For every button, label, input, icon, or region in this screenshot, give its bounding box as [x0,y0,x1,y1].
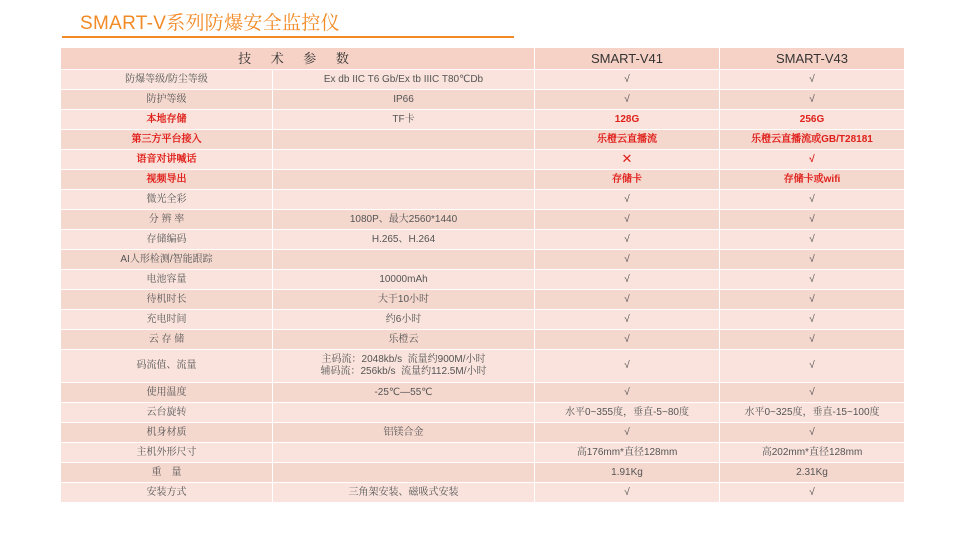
table-row [61,250,905,270]
row-name-cell [61,350,273,383]
row-v41-cell [535,130,720,150]
row-name-text: 使用温度 [146,386,187,398]
row-v43-text: √ [809,333,815,345]
row-name-text: 云台旋转 [146,406,187,418]
row-param-cell [273,463,535,483]
table-row [61,310,905,330]
row-v41-cell [535,403,720,423]
row-v41-cell [535,70,720,90]
row-name-cell [61,310,273,330]
header-spec: 技 术 参 数 [61,48,535,70]
row-v43-text: √ [809,360,815,371]
row-param-cell [273,90,535,110]
row-v41-text: √ [624,333,630,345]
row-name-cell [61,383,273,403]
row-name-cell [61,230,273,250]
row-v41-text: √ [624,193,630,205]
row-v43-text: √ [809,386,815,398]
table-row [61,483,905,503]
row-v43-text: 乐橙云直播流或GB/T28181 [751,133,873,145]
row-v43-cell [720,70,905,90]
row-v43-text: √ [809,313,815,325]
row-param-cell [273,110,535,130]
row-v43-cell [720,330,905,350]
row-v41-cell [535,290,720,310]
row-v43-text: 高202mm*直径128mm [761,446,863,458]
table-row [61,463,905,483]
row-param-cell [273,443,535,463]
row-param-cell [273,250,535,270]
row-v41-cell [535,310,720,330]
row-v41-cell [535,350,720,383]
row-name-text: 云 存 储 [148,333,185,345]
row-param-text: 铝镁合金 [383,426,424,438]
row-param-cell [273,330,535,350]
row-v41-text: √ [624,426,630,438]
row-v41-text: √ [624,73,630,85]
row-name-cell [61,403,273,423]
row-param-cell [273,210,535,230]
row-param-cell [273,290,535,310]
row-v43-cell [720,423,905,443]
row-v43-text: 2.31Kg [796,466,828,478]
row-param-cell [273,350,535,383]
row-v41-cell [535,110,720,130]
row-name-text: 主机外形尺寸 [136,446,197,458]
row-name-cell [61,423,273,443]
row-v41-cell [535,170,720,190]
row-v41-text: ✕ [621,150,633,166]
row-param-cell [273,130,535,150]
row-v43-cell [720,90,905,110]
table-row [61,190,905,210]
row-name-cell [61,270,273,290]
row-name-cell [61,210,273,230]
row-name-cell [61,443,273,463]
row-name-cell [61,250,273,270]
row-v41-cell [535,150,720,170]
row-param-cell [273,170,535,190]
row-v41-text: 水平0~355度，垂直-5~80度 [565,406,689,418]
row-name-text: 微光全彩 [146,193,187,205]
row-name-cell [61,463,273,483]
row-param-cell [273,310,535,330]
row-param-cell [273,230,535,250]
row-v43-text: √ [809,233,815,245]
spec-table [60,47,905,503]
row-v43-cell [720,403,905,423]
table-row [61,383,905,403]
table-row [61,330,905,350]
row-param-text: Ex db IIC T6 Gb/Ex tb IIIC T80℃Db [323,73,484,85]
row-param-text: 约6小时 [385,313,422,325]
row-v43-cell [720,463,905,483]
row-v43-cell [720,130,905,150]
title-underline [62,36,514,38]
row-v41-cell [535,270,720,290]
row-name-text: 待机时长 [146,293,187,305]
table-row [61,350,905,383]
row-param-text: H.265、H.264 [371,233,436,245]
row-name-cell [61,290,273,310]
table-row [61,423,905,443]
row-v43-cell [720,150,905,170]
row-v41-text: √ [624,313,630,325]
row-param-text: 大于10小时 [377,293,430,305]
table-row [61,290,905,310]
table-row [61,90,905,110]
row-v43-cell [720,110,905,130]
row-name-text: 第三方平台接入 [131,133,202,145]
row-name-text: 语音对讲喊话 [136,153,197,165]
row-v43-cell [720,230,905,250]
row-v43-text: √ [809,293,815,305]
row-name-text: 机身材质 [146,426,187,438]
row-v43-text: √ [809,153,815,165]
table-body [61,70,905,503]
row-name-cell [61,190,273,210]
row-v41-cell [535,423,720,443]
row-v41-text: √ [624,93,630,105]
row-name-text: 防爆等级/防尘等级 [125,73,208,85]
row-v41-text: √ [624,213,630,225]
row-v41-text: 乐橙云直播流 [597,133,657,145]
row-param-cell [273,423,535,443]
row-name-text: 重 量 [151,466,182,478]
row-v41-text: 存储卡 [612,173,642,185]
row-name-cell [61,130,273,150]
row-name-cell [61,70,273,90]
row-name-text: 分 辨 率 [148,213,185,225]
row-name-text: 安装方式 [146,486,187,498]
row-v41-cell [535,90,720,110]
table-row [61,110,905,130]
table-row [61,130,905,150]
row-v41-cell [535,330,720,350]
row-name-cell [61,170,273,190]
row-param-cell [273,190,535,210]
row-v41-text: √ [624,293,630,305]
header-smart-v41: SMART-V41 [535,48,720,70]
row-v41-text: 高176mm*直径128mm [576,446,678,458]
row-param-text: 10000mAh [379,273,428,285]
row-name-cell [61,483,273,503]
row-v43-text: 存储卡或wifi [783,173,841,185]
row-name-text: 本地存储 [146,113,187,125]
row-param-text: 1080P、最大2560*1440 [349,213,458,225]
row-name-text: 防护等级 [146,93,187,105]
row-param-cell [273,403,535,423]
row-v41-text: √ [624,486,630,498]
row-v43-cell [720,250,905,270]
row-v43-cell [720,290,905,310]
page-title: SMART-V系列防爆安全监控仪 [80,13,340,34]
row-v43-text: √ [809,213,815,225]
row-v43-text: √ [809,273,815,285]
row-v43-cell [720,483,905,503]
row-param-cell [273,483,535,503]
row-v41-cell [535,230,720,250]
row-v43-cell [720,170,905,190]
row-v43-text: √ [809,193,815,205]
row-v41-cell [535,483,720,503]
row-name-cell [61,110,273,130]
row-v43-cell [720,310,905,330]
row-param-cell [273,383,535,403]
row-v41-cell [535,250,720,270]
table-row [61,403,905,423]
row-name-text: AI人形检测/智能跟踪 [120,253,213,265]
row-name-text: 存储编码 [146,233,187,245]
row-v43-cell [720,383,905,403]
row-name-text: 视频导出 [146,173,187,185]
header-smart-v43: SMART-V43 [720,48,905,70]
row-v43-text: √ [809,93,815,105]
row-name-cell [61,330,273,350]
row-v41-cell [535,190,720,210]
row-v43-text: √ [809,73,815,85]
row-v43-text: 水平0~325度，垂直-15~100度 [744,406,880,418]
row-param-text: 三角架安装、磁吸式安装 [348,486,459,498]
row-name-cell [61,150,273,170]
row-param-text: -25℃—55℃ [374,386,433,398]
row-v41-text: √ [624,386,630,398]
table-row [61,210,905,230]
row-param-cell [273,270,535,290]
row-param-text: 主码流：2048kb/s 流量约900M/小时 辅码流：256kb/s 流量约112.5M/小时 [320,354,487,377]
table-row [61,230,905,250]
row-param-cell [273,70,535,90]
row-param-text: TF卡 [392,113,415,125]
row-name-text: 电池容量 [146,273,187,285]
row-v41-cell [535,383,720,403]
row-v43-cell [720,210,905,230]
row-param-cell [273,150,535,170]
row-name-text: 充电时间 [146,313,187,325]
row-v43-cell [720,443,905,463]
row-v43-text: √ [809,486,815,498]
row-v41-text: √ [624,273,630,285]
table-row [61,70,905,90]
row-v43-cell [720,350,905,383]
row-v43-text: 256G [799,113,825,125]
row-param-text: 乐橙云 [388,333,419,345]
row-v43-cell [720,190,905,210]
table-row [61,150,905,170]
row-v41-cell [535,443,720,463]
table-row [61,270,905,290]
row-v41-text: √ [624,360,630,371]
row-v43-text: √ [809,253,815,265]
row-v41-text: 1.91Kg [611,466,643,478]
row-v43-text: √ [809,426,815,438]
row-name-text: 码流值、流量 [136,360,197,371]
row-v41-cell [535,463,720,483]
row-v41-text: √ [624,233,630,245]
table-row [61,443,905,463]
row-v41-text: √ [624,253,630,265]
row-v43-cell [720,270,905,290]
table-header-row [61,48,905,70]
row-v41-cell [535,210,720,230]
row-name-cell [61,90,273,110]
row-param-text: IP66 [393,93,414,105]
table-row [61,170,905,190]
row-v41-text: 128G [614,113,640,125]
